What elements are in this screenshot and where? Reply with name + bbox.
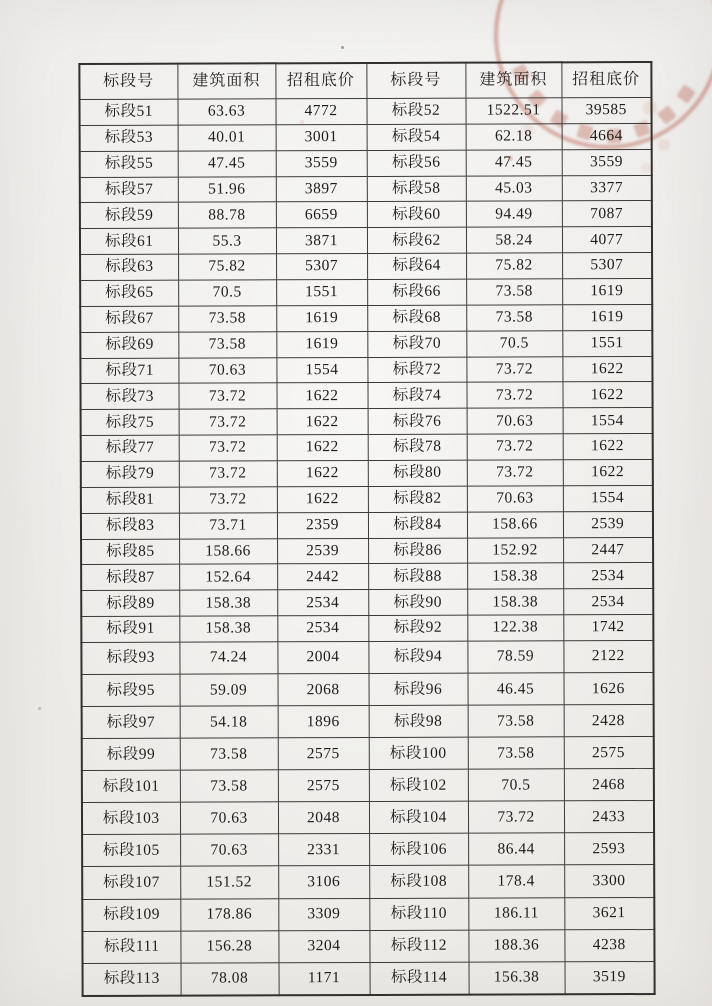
table-row (81, 615, 653, 643)
table-row (79, 98, 651, 126)
building-area-cell: 70.63 (467, 408, 563, 434)
building-area-cell: 70.63 (178, 357, 276, 383)
base-rent-cell: 2534 (277, 590, 368, 616)
table-row (81, 485, 653, 513)
section-number-cell: 标段72 (367, 357, 466, 383)
header-building-area-left: 建筑面积 (177, 63, 275, 99)
building-area-cell: 54.18 (180, 706, 278, 738)
section-number-cell: 标段100 (369, 737, 468, 769)
section-number-cell: 标段113 (83, 963, 181, 996)
section-number-cell: 标段86 (368, 538, 467, 564)
base-rent-cell: 2004 (277, 642, 368, 674)
header-base-rent-left: 招租底价 (275, 63, 366, 99)
table-body (79, 98, 654, 996)
section-number-cell: 标段51 (79, 99, 177, 125)
base-rent-cell: 1622 (562, 356, 652, 382)
building-area-cell: 94.49 (466, 201, 562, 227)
table-row (80, 149, 652, 177)
section-number-cell: 标段89 (81, 590, 179, 616)
building-area-cell: 178.86 (180, 898, 278, 930)
section-number-cell: 标段66 (367, 279, 466, 305)
base-rent-cell: 1622 (277, 486, 368, 512)
section-number-cell: 标段73 (80, 384, 178, 410)
section-number-cell: 标段108 (369, 866, 468, 898)
table-row (81, 589, 653, 617)
base-rent-cell: 3106 (278, 866, 369, 898)
base-rent-cell: 2468 (564, 769, 654, 801)
building-area-cell: 40.01 (178, 125, 276, 151)
section-number-cell: 标段69 (80, 332, 178, 358)
building-area-cell: 73.58 (178, 306, 276, 332)
table-header-row (79, 62, 651, 99)
section-number-cell: 标段64 (367, 253, 466, 279)
building-area-cell: 73.58 (180, 770, 278, 802)
scan-speck (38, 707, 41, 710)
base-rent-cell: 2534 (563, 563, 653, 589)
section-number-cell: 标段103 (82, 803, 180, 835)
section-number-cell: 标段106 (369, 834, 468, 866)
base-rent-cell: 3377 (562, 175, 652, 201)
building-area-cell: 46.45 (468, 673, 564, 705)
building-area-cell: 158.38 (179, 590, 277, 616)
base-rent-cell: 1622 (276, 383, 367, 409)
building-area-cell: 73.71 (179, 513, 277, 539)
base-rent-cell: 1554 (276, 357, 367, 383)
base-rent-cell: 1622 (277, 435, 368, 461)
building-area-cell: 73.58 (466, 279, 562, 305)
base-rent-cell: 3621 (564, 897, 654, 929)
section-number-cell: 标段85 (81, 539, 179, 565)
section-number-cell: 标段65 (80, 280, 178, 306)
section-number-cell: 标段91 (81, 616, 179, 642)
section-number-cell: 标段109 (82, 899, 180, 931)
section-number-cell: 标段82 (368, 486, 467, 512)
section-number-cell: 标段96 (369, 673, 468, 705)
base-rent-cell: 2428 (564, 705, 654, 737)
building-area-cell: 73.72 (178, 383, 276, 409)
table-row (82, 737, 654, 771)
table-row (82, 897, 654, 931)
section-number-cell: 标段114 (370, 962, 469, 995)
building-area-cell: 74.24 (179, 642, 277, 674)
base-rent-cell: 5307 (562, 253, 652, 279)
table-row (81, 641, 653, 675)
building-area-cell: 188.36 (468, 929, 564, 961)
base-rent-cell: 3300 (564, 865, 654, 897)
building-area-cell: 152.92 (467, 537, 563, 563)
base-rent-cell: 1619 (276, 331, 367, 357)
building-area-cell: 70.5 (468, 769, 564, 801)
building-area-cell: 70.63 (180, 802, 278, 834)
base-rent-cell: 39585 (561, 98, 651, 124)
building-area-cell: 73.58 (468, 705, 564, 737)
building-area-cell: 75.82 (466, 253, 562, 279)
table-row (80, 227, 652, 255)
section-number-cell: 标段60 (367, 202, 466, 228)
building-area-cell: 75.82 (178, 254, 276, 280)
table-row (82, 705, 654, 739)
base-rent-cell: 3204 (278, 930, 369, 962)
section-number-cell: 标段70 (367, 331, 466, 357)
table-row (80, 253, 652, 281)
table-row (80, 279, 652, 307)
base-rent-cell: 1619 (562, 279, 652, 305)
building-area-cell: 158.66 (467, 512, 563, 538)
base-rent-cell: 4238 (564, 929, 654, 961)
base-rent-cell: 2593 (564, 833, 654, 865)
base-rent-cell: 6659 (276, 202, 367, 228)
section-number-cell: 标段110 (369, 898, 468, 930)
table-row (81, 434, 653, 462)
base-rent-cell: 1551 (562, 330, 652, 356)
section-number-cell: 标段74 (367, 383, 466, 409)
table-row (81, 460, 653, 488)
base-rent-cell: 2575 (564, 737, 654, 769)
section-number-cell: 标段56 (367, 150, 466, 176)
base-rent-cell: 1896 (278, 706, 369, 738)
section-number-cell: 标段104 (369, 802, 468, 834)
section-number-cell: 标段95 (82, 674, 180, 706)
table-row (80, 356, 652, 384)
building-area-cell: 86.44 (468, 833, 564, 865)
base-rent-cell: 1622 (563, 460, 653, 486)
table-row (80, 201, 652, 229)
section-number-cell: 标段102 (369, 769, 468, 801)
table-row (80, 123, 652, 151)
table-row (82, 769, 654, 803)
table-row (81, 511, 653, 539)
section-number-cell: 标段77 (81, 435, 179, 461)
table-row (83, 961, 655, 996)
base-rent-cell: 1622 (277, 409, 368, 435)
table-row (82, 833, 654, 867)
base-rent-cell: 2068 (278, 674, 369, 706)
scan-speck (341, 46, 344, 49)
table-row (82, 801, 654, 835)
base-rent-cell: 2575 (278, 770, 369, 802)
building-area-cell: 151.52 (180, 866, 278, 898)
section-number-cell: 标段53 (80, 125, 178, 151)
section-number-cell: 标段81 (81, 487, 179, 513)
building-area-cell: 158.38 (467, 563, 563, 589)
section-number-cell: 标段99 (82, 738, 180, 770)
building-area-cell: 70.63 (467, 486, 563, 512)
building-area-cell: 73.72 (466, 382, 562, 408)
building-area-cell: 73.58 (466, 305, 562, 331)
table-row (82, 929, 654, 963)
section-number-cell: 标段68 (367, 305, 466, 331)
section-number-cell: 标段92 (368, 615, 467, 641)
section-number-cell: 标段88 (368, 564, 467, 590)
building-area-cell: 51.96 (178, 176, 276, 202)
building-area-cell: 63.63 (177, 99, 275, 125)
building-area-cell: 152.64 (179, 564, 277, 590)
section-number-cell: 标段57 (80, 177, 178, 203)
building-area-cell: 88.78 (178, 202, 276, 228)
table-row (82, 865, 654, 899)
building-area-cell: 70.5 (466, 331, 562, 357)
building-area-cell: 1522.51 (465, 98, 561, 124)
base-rent-cell: 2534 (277, 616, 368, 642)
section-number-cell: 标段54 (367, 124, 466, 150)
section-number-cell: 标段87 (81, 565, 179, 591)
header-base-rent-right: 招租底价 (561, 62, 651, 98)
building-area-cell: 73.72 (466, 356, 562, 382)
base-rent-cell: 1619 (276, 305, 367, 331)
base-rent-cell: 7087 (562, 201, 652, 227)
building-area-cell: 73.58 (180, 738, 278, 770)
building-area-cell: 73.58 (468, 737, 564, 769)
base-rent-cell: 3309 (278, 898, 369, 930)
base-rent-cell: 1551 (276, 280, 367, 306)
building-area-cell: 73.72 (179, 461, 277, 487)
section-number-cell: 标段107 (82, 867, 180, 899)
base-rent-cell: 4772 (275, 98, 366, 124)
section-number-cell: 标段112 (369, 930, 468, 962)
building-area-cell: 156.28 (180, 930, 278, 962)
building-area-cell: 158.66 (179, 538, 277, 564)
header-section-number-right: 标段号 (366, 63, 465, 99)
base-rent-cell: 1622 (562, 382, 652, 408)
building-area-cell: 78.08 (181, 962, 279, 995)
section-number-cell: 标段90 (368, 589, 467, 615)
base-rent-cell: 1554 (563, 485, 653, 511)
base-rent-cell: 3001 (276, 124, 367, 150)
table-row (80, 175, 652, 203)
section-number-cell: 标段71 (80, 358, 178, 384)
building-area-cell: 122.38 (467, 615, 563, 641)
section-number-cell: 标段79 (81, 461, 179, 487)
section-number-cell: 标段105 (82, 835, 180, 867)
base-rent-cell: 3559 (562, 149, 652, 175)
base-rent-cell: 4077 (562, 227, 652, 253)
table-row (80, 330, 652, 358)
building-area-cell: 73.72 (467, 434, 563, 460)
building-area-cell: 70.63 (180, 834, 278, 866)
base-rent-cell: 2539 (563, 511, 653, 537)
table-row (81, 563, 653, 591)
section-number-cell: 标段101 (82, 770, 180, 802)
building-area-cell: 70.5 (178, 280, 276, 306)
section-number-cell: 标段80 (368, 460, 467, 486)
section-number-cell: 标段76 (368, 408, 467, 434)
building-area-cell: 186.11 (468, 897, 564, 929)
building-area-cell: 158.38 (467, 589, 563, 615)
section-number-cell: 标段111 (82, 931, 180, 963)
base-rent-cell: 2122 (563, 641, 653, 673)
section-number-cell: 标段59 (80, 203, 178, 229)
base-rent-cell: 5307 (276, 254, 367, 280)
base-rent-cell: 3897 (276, 176, 367, 202)
section-number-cell: 标段97 (82, 706, 180, 738)
building-area-cell: 158.38 (179, 616, 277, 642)
base-rent-cell: 1626 (564, 673, 654, 705)
table-row (80, 304, 652, 332)
building-area-cell: 73.72 (467, 460, 563, 486)
header-building-area-right: 建筑面积 (465, 62, 561, 98)
building-area-cell: 58.24 (466, 227, 562, 253)
base-rent-cell: 1171 (279, 962, 370, 995)
base-rent-cell: 1742 (563, 615, 653, 641)
header-section-number-left: 标段号 (79, 64, 177, 100)
section-number-cell: 标段61 (80, 228, 178, 254)
base-rent-cell: 2359 (277, 512, 368, 538)
section-number-cell: 标段52 (366, 98, 465, 124)
table-row (81, 408, 653, 436)
base-rent-cell: 1622 (563, 434, 653, 460)
base-rent-cell: 1554 (563, 408, 653, 434)
building-area-cell: 47.45 (178, 151, 276, 177)
base-rent-cell: 2447 (563, 537, 653, 563)
base-rent-cell: 4664 (562, 123, 652, 149)
base-rent-cell: 1619 (562, 304, 652, 330)
section-number-cell: 标段63 (80, 254, 178, 280)
base-rent-cell: 3519 (565, 961, 655, 994)
section-number-cell: 标段84 (368, 512, 467, 538)
section-number-cell: 标段55 (80, 151, 178, 177)
base-rent-cell: 2331 (278, 834, 369, 866)
building-area-cell: 59.09 (180, 674, 278, 706)
table-container (78, 61, 653, 997)
base-rent-cell: 2433 (564, 801, 654, 833)
building-area-cell: 178.4 (468, 865, 564, 897)
table-row (80, 382, 652, 410)
base-rent-cell: 3871 (276, 228, 367, 254)
section-number-cell: 标段93 (81, 642, 179, 674)
building-area-cell: 73.58 (178, 332, 276, 358)
building-area-cell: 73.72 (179, 409, 277, 435)
base-rent-cell: 2048 (278, 802, 369, 834)
base-rent-cell: 3559 (276, 150, 367, 176)
building-area-cell: 156.38 (469, 961, 565, 994)
section-number-cell: 标段58 (367, 176, 466, 202)
section-number-cell: 标段78 (368, 434, 467, 460)
building-area-cell: 73.72 (179, 487, 277, 513)
section-number-cell: 标段98 (369, 705, 468, 737)
base-rent-cell: 1622 (277, 461, 368, 487)
base-rent-cell: 2442 (277, 564, 368, 590)
section-number-cell: 标段67 (80, 306, 178, 332)
section-number-cell: 标段83 (81, 513, 179, 539)
section-number-cell: 标段94 (368, 641, 467, 673)
section-number-cell: 标段62 (367, 227, 466, 253)
rental-table (78, 61, 655, 997)
table-row (82, 673, 654, 707)
building-area-cell: 73.72 (468, 801, 564, 833)
base-rent-cell: 2539 (277, 538, 368, 564)
building-area-cell: 78.59 (467, 641, 563, 673)
table-row (81, 537, 653, 565)
base-rent-cell: 2575 (278, 738, 369, 770)
building-area-cell: 55.3 (178, 228, 276, 254)
building-area-cell: 47.45 (466, 150, 562, 176)
base-rent-cell: 2534 (563, 589, 653, 615)
building-area-cell: 73.72 (179, 435, 277, 461)
section-number-cell: 标段75 (81, 409, 179, 435)
building-area-cell: 45.03 (466, 175, 562, 201)
building-area-cell: 62.18 (466, 124, 562, 150)
